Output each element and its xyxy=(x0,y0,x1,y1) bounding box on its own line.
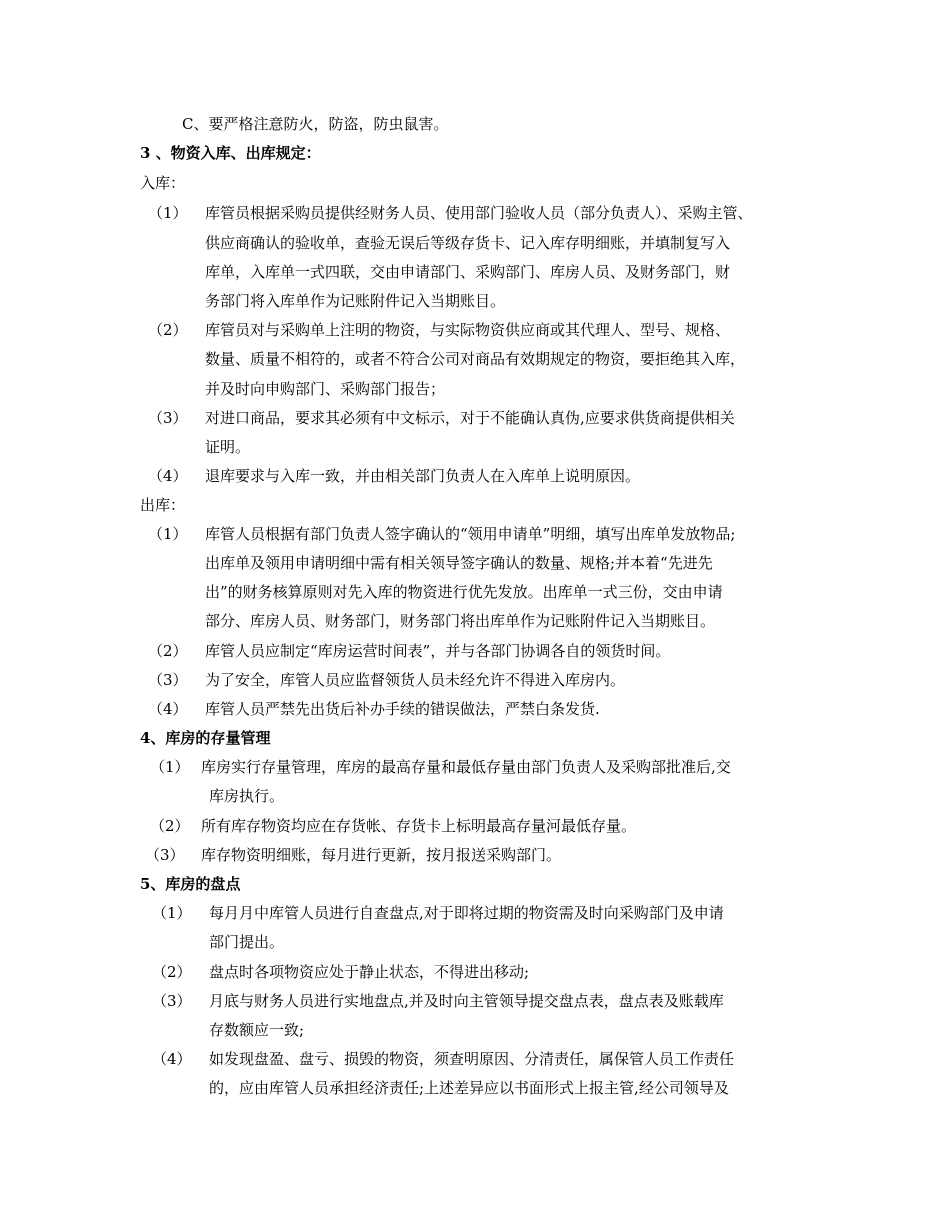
section-3-heading: 3 、物资入库、出库规定： xyxy=(140,144,321,162)
list-item-line: 月底与财务人员进行实地盘点,并及时向主管领导提交盘点表，盘点表及账载库 xyxy=(209,992,724,1010)
item-number: （3） xyxy=(152,992,192,1010)
inbound-label: 入库： xyxy=(140,174,186,192)
list-item-line: 对进口商品，要求其必须有中文标示，对于不能确认真伪,应要求供货商提供相关 xyxy=(205,409,735,427)
list-item-line: 并及时向申购部门、采购部门报告； xyxy=(205,380,446,398)
list-item-line: 为了安全，库管人员应监督领货人员未经允许不得进入库房内。 xyxy=(205,671,626,689)
list-item-line: 库管人员严禁先出货后补办手续的错误做法，严禁白条发货. xyxy=(205,700,600,718)
item-number: （2） xyxy=(152,963,192,981)
section-4-heading: 4、库房的存量管理 xyxy=(140,729,271,747)
list-item-line: 库房实行存量管理，库房的最高存量和最低存量由部门负责人及采购部批准后,交 xyxy=(201,758,731,776)
intro-line: C、要严格注意防火，防盗，防虫鼠害。 xyxy=(182,115,449,133)
list-item-line: 供应商确认的验收单，查验无误后等级存货卡、记入库存明细账，并填制复写入 xyxy=(205,234,731,252)
item-number: （4） xyxy=(148,467,188,485)
item-number: （3） xyxy=(148,409,188,427)
item-number: （4） xyxy=(152,1050,192,1068)
list-item-line: 存数额应一致; xyxy=(209,1021,305,1039)
list-item-line: 库房执行。 xyxy=(209,787,285,805)
outbound-label: 出库： xyxy=(140,496,186,514)
list-item-line: 出库单及领用申请明细中需有相关领导签字确认的数量、规格;并本着“先进先 xyxy=(205,554,713,572)
item-number: （4） xyxy=(148,700,188,718)
item-number: （2） xyxy=(150,817,190,835)
list-item-line: 的，应由库管人员承担经济责任;上述差异应以书面形式上报主管,经公司领导及 xyxy=(209,1079,729,1097)
item-number: （1） xyxy=(148,525,188,543)
list-item-line: 数量、质量不相符的，或者不符合公司对商品有效期规定的物资，要拒绝其入库， xyxy=(205,350,746,368)
list-item-line: 库管人员应制定“库房运营时间表”，并与各部门协调各自的领货时间。 xyxy=(205,642,671,660)
list-item-line: 盘点时各项物资应处于静止状态，不得进出移动; xyxy=(209,963,530,981)
list-item-line: 库管员对与采购单上注明的物资，与实际物资供应商或其代理人、型号、规格、 xyxy=(205,321,731,339)
list-item-line: 部门提出。 xyxy=(209,933,285,951)
item-number: （1） xyxy=(150,758,190,776)
item-number: （2） xyxy=(148,642,188,660)
list-item-line: 库单，入库单一式四联，交由申请部门、采购部门、库房人员、及财务部门，财 xyxy=(205,263,731,281)
list-item-line: 部分、库房人员、财务部门，财务部门将出库单作为记账附件记入当期账目。 xyxy=(205,612,716,630)
list-item-line: 库管员根据采购员提供经财务人员、使用部门验收人员（部分负责人）、采购主管、 xyxy=(205,204,753,222)
list-item-line: 每月月中库管人员进行自查盘点,对于即将过期的物资需及时向采购部门及申请 xyxy=(209,904,724,922)
item-number: （1） xyxy=(148,204,188,222)
list-item-line: 出”的财务核算原则对先入库的物资进行优先发放。出库单一式三份，交由申请 xyxy=(205,583,723,601)
list-item-line: 库管人员根据有部门负责人签字确认的“领用申请单”明细，填写出库单发放物品; xyxy=(205,525,736,543)
list-item-line: 库存物资明细账，每月进行更新，按月报送采购部门。 xyxy=(201,846,562,864)
list-item-line: 务部门将入库单作为记账附件记入当期账目。 xyxy=(205,292,506,310)
list-item-line: 所有库存物资均应在存货帐、存货卡上标明最高存量河最低存量。 xyxy=(201,817,637,835)
list-item-line: 如发现盘盈、盘亏、损毁的物资，须查明原因、分清责任，属保管人员工作责任 xyxy=(209,1050,735,1068)
item-number: （3） xyxy=(145,846,185,864)
list-item-line: 退库要求与入库一致，并由相关部门负责人在入库单上说明原因。 xyxy=(205,467,641,485)
section-5-heading: 5、库房的盘点 xyxy=(140,875,241,893)
item-number: （3） xyxy=(148,671,188,689)
item-number: （2） xyxy=(148,321,188,339)
list-item-line: 证明。 xyxy=(205,438,251,456)
item-number: （1） xyxy=(152,904,192,922)
